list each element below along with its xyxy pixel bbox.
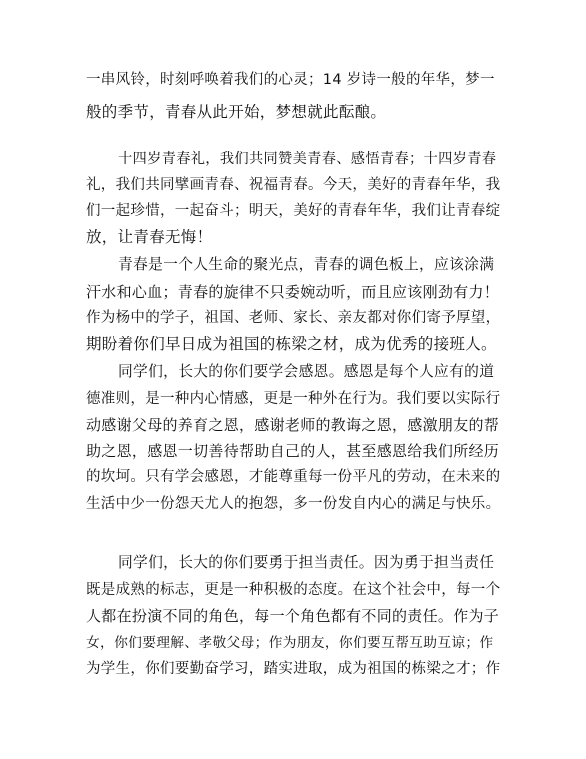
paragraph-line: 生活中少一份怨天尤人的抱怨，多一份发自内心的满足与快乐。 [86,496,501,512]
paragraph-line: 礼，我们共同擘画青春、祝福青春。今天，美好的青春年华，我 [86,177,501,193]
paragraph-line: 们一起珍惜，一起奋斗；明天，美好的青春年华，我们让青春绽 [86,203,501,219]
paragraph-line: 同学们，长大的你们要勇于担当责任。因为勇于担当责任 [118,554,495,571]
paragraph-line: 汗水和心血；青春的旋律不只委婉动听，而且应该刚劲有力！ [86,283,500,301]
paragraph-line: 作为杨中的学子，祖国、老师、家长、亲友都对你们寄予厚望， [86,310,501,326]
paragraph-line: 为学生，你们要勤奋学习，踏实进取，成为祖国的栋梁之才；作 [86,661,501,677]
paragraph-line: 助之恩，感恩一切善待帮助自己的人，甚至感恩给我们所经历 [86,442,500,460]
paragraph-line: 十四岁青春礼，我们共同赞美青春、感悟青春；十四岁青春 [118,151,497,167]
paragraph-line: 一串风铃，时刻呼唤着我们的心灵；14 岁诗一般的年华，梦一 [86,72,495,88]
paragraph-line: 期盼着你们早日成为祖国的栋梁之材，成为优秀的接班人。 [86,335,497,353]
paragraph-line: 的坎坷。只有学会感恩，才能尊重每一份平凡的劳动，在未来的 [86,469,501,485]
paragraph-line: 同学们，长大的你们要学会感恩。感恩是每个人应有的道 [118,363,495,380]
paragraph-line: 女，你们要理解、孝敬父母；作为朋友，你们要互帮互助互谅；作 [86,635,494,651]
paragraph-line: 般的季节，青春从此开始，梦想就此酝酿。 [86,103,387,121]
paragraph-line: 德准则，是一种内心情感，更是一种外在行为。我们要以实际行 [86,391,501,407]
paragraph-line: 人都在扮演不同的角色，每一个角色都有不同的责任。作为子 [86,607,500,625]
paragraph-line: 动感谢父母的养育之恩，感谢老师的教诲之恩，感激朋友的帮 [86,416,500,434]
paragraph-line: 既是成熟的标志，更是一种积极的态度。在这个社会中，每一个 [86,582,501,598]
paragraph-line: 青春是一个人生命的聚光点，青春的调色板上，应该涂满 [118,256,495,273]
paragraph-line: 放，让青春无悔！ [86,228,213,246]
